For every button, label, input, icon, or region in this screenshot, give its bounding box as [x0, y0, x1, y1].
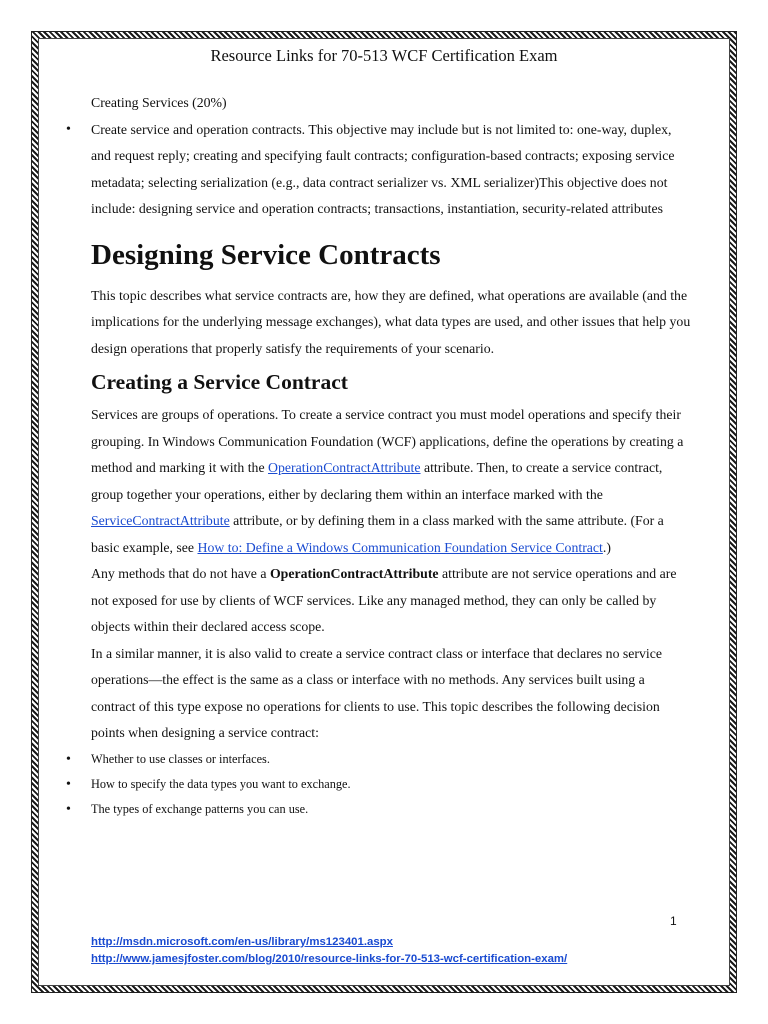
list-item: • Whether to use classes or interfaces.: [91, 747, 691, 772]
document-body: [91, 90, 691, 822]
heading-creating-service-contract: Creating a Service Contract: [91, 370, 348, 394]
bold-operation-contract-attribute: OperationContractAttribute: [269, 566, 439, 581]
list-item: • How to specify the data types you want to exchange.: [91, 772, 691, 797]
footer-links: [91, 934, 567, 968]
section-label: Creating Services (20%): [91, 95, 227, 110]
paragraph-operations: [91, 402, 691, 561]
page-number: 1: [670, 914, 677, 928]
text-run: attribute are not service operations and are not exposed for use by clients of WCF services. Like any managed method, they can only be called by objects within their declared access scope.: [91, 566, 677, 634]
text-run: Services are groups of operations. To create a service contract you must model operations and specify their grouping. In Windows Communication Foundation (WCF) applications, define the operations by creating a method and marking it with the: [91, 407, 684, 475]
text-run: .): [602, 539, 611, 555]
page-header-title: Resource Links for 70-513 WCF Certification Exam: [210, 46, 558, 65]
text-run: Any methods that do not have a: [91, 566, 270, 581]
footer-link-jamesjfoster[interactable]: http://www.jamesjfoster.com/blog/2010/resource-links-for-70-513-wcf-certification-exam/: [91, 953, 568, 965]
intro-paragraph: This topic describes what service contracts are, how they are defined, what operations are available (and the implications for the underlying message exchanges), what data types are used, and other issues that help you design operations that properly satisfy the requirements of your scenario.: [91, 287, 691, 356]
footer-link-msdn[interactable]: http://msdn.microsoft.com/en-us/library/ms123401.aspx: [91, 936, 393, 948]
link-service-contract-attribute[interactable]: ServiceContractAttribute: [91, 513, 230, 528]
link-operation-contract-attribute[interactable]: OperationContractAttribute: [268, 460, 421, 475]
text-run: attribute, or by defining them in a class marked with the same attribute. (For a basic example, see: [91, 513, 664, 555]
paragraph-non-operation-methods: [91, 561, 691, 641]
decision-points-list: [91, 747, 691, 822]
paragraph-no-operations: In a similar manner, it is also valid to create a service contract class or interface that declares no service operations—the effect is the same as a class or interface with no methods. Any services built using a contract of this type expose no operations for clients to use. This topic describes the following decision points when designing a service contract:: [91, 645, 662, 740]
link-how-to-define-contract[interactable]: How to: Define a Windows Communication Foundation Service Contract: [197, 539, 603, 555]
list-item: • The types of exchange patterns you can use.: [91, 797, 691, 822]
objective-item: • Create service and operation contracts. This objective may include but is not limited to: one-way, duplex, and request reply; creating and specifying fault contracts; configuration-based contracts; exposing service metadata; selecting serialization (e.g., data contract serializer vs. XML serializer)This objective does not include: designing service and operation contracts; transactions, instantiation, security-related attributes: [91, 117, 691, 223]
heading-designing-service-contracts: Designing Service Contracts: [91, 238, 441, 271]
text-run: attribute. Then, to create a service contract, group together your operations, either by declaring them within an interface marked with the: [91, 460, 663, 502]
objective-list: [91, 117, 691, 223]
